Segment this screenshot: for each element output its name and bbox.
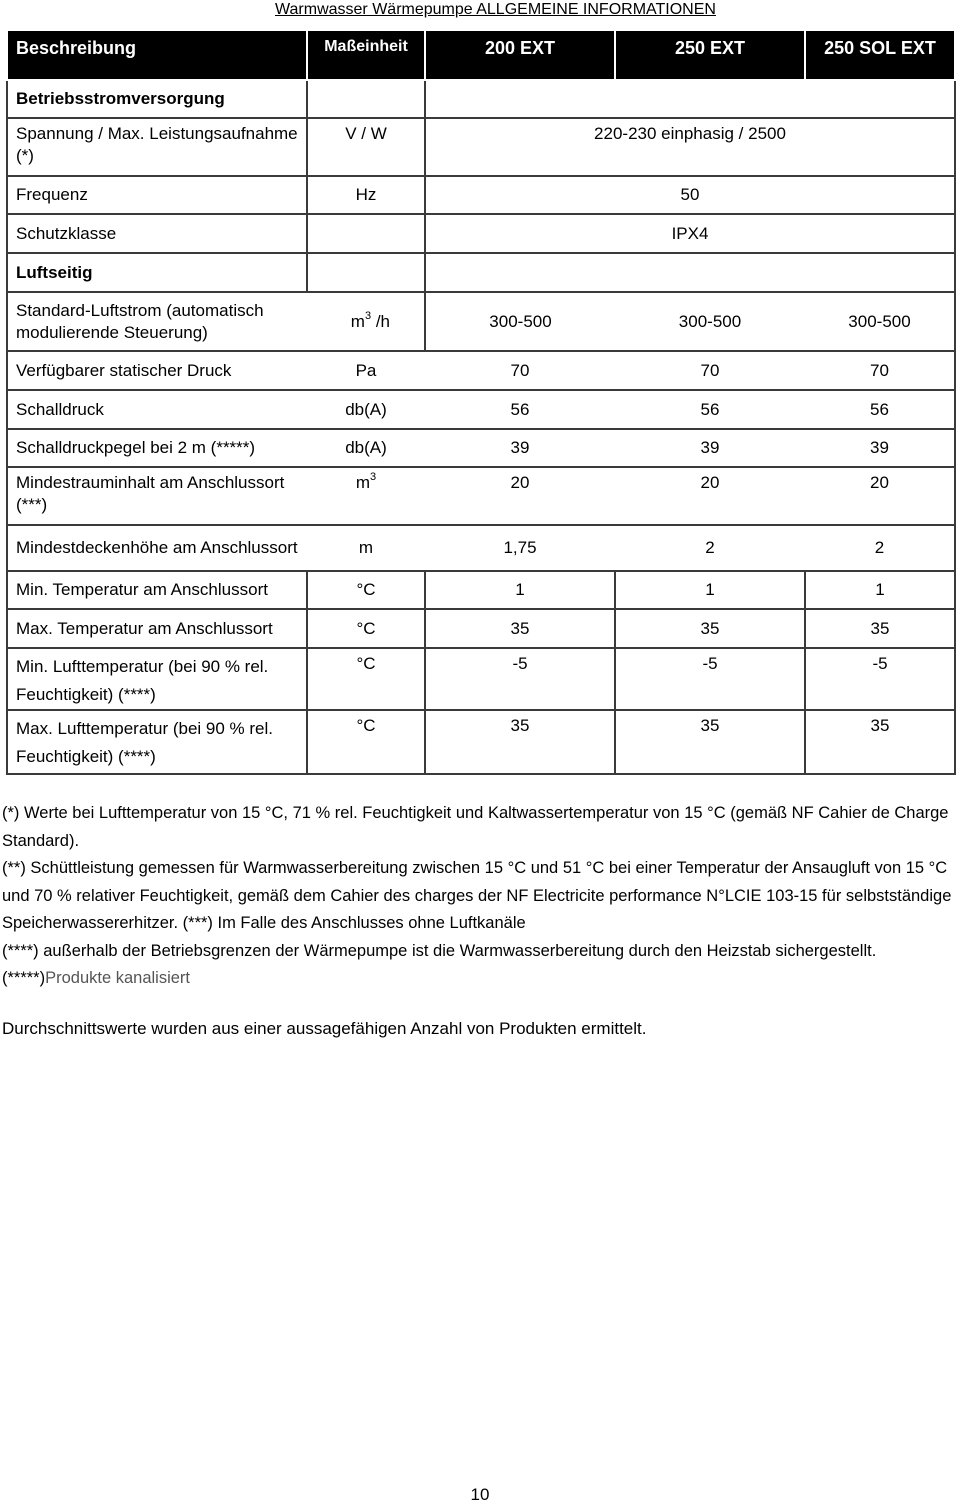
row-label: Standard-Luftstrom (automatisch modulierende Steuerung) bbox=[7, 292, 307, 351]
row-unit: V / W bbox=[307, 118, 425, 176]
table-row-frequency bbox=[7, 176, 955, 214]
table-row-ceiling bbox=[7, 525, 955, 571]
row-value-model-3: 1 bbox=[805, 571, 955, 609]
row-value-model-1: 35 bbox=[425, 609, 615, 648]
table-row-sound bbox=[7, 390, 955, 429]
row-value-model-3: 2 bbox=[805, 525, 955, 571]
table-row-voltage bbox=[7, 118, 955, 176]
row-value-shared: 50 bbox=[425, 176, 955, 214]
table-row-pressure bbox=[7, 351, 955, 390]
table-row-max-air bbox=[7, 710, 955, 774]
row-label: Mindestdeckenhöhe am Anschlussort bbox=[7, 525, 307, 571]
row-value-shared: 220-230 einphasig / 2500 bbox=[425, 118, 955, 176]
column-header-unit: Maßeinheit bbox=[307, 30, 425, 80]
row-unit: °C bbox=[307, 648, 425, 710]
row-label: Frequenz bbox=[7, 176, 307, 214]
row-value-model-3: 70 bbox=[805, 351, 955, 390]
average-values-note: Durchschnittswerte wurden aus einer aussagefähigen Anzahl von Produkten ermittelt. bbox=[2, 1019, 647, 1038]
row-unit bbox=[307, 214, 425, 253]
row-value-model-1: 39 bbox=[425, 429, 615, 467]
row-value-model-2: 20 bbox=[615, 467, 805, 525]
row-value-model-3: 39 bbox=[805, 429, 955, 467]
row-label: Spannung / Max. Leistungsaufnahme (*) bbox=[7, 118, 307, 176]
row-unit: °C bbox=[307, 571, 425, 609]
row-value-model-3: 35 bbox=[805, 609, 955, 648]
table-row-airflow bbox=[7, 292, 955, 351]
footnote-1: (*) Werte bei Lufttemperatur von 15 °C, 71 % rel. Feuchtigkeit und Kaltwassertemperatur von 15 °C (gemäß NF Cahier de Charge Standard). bbox=[2, 804, 949, 850]
column-header-model-1: 200 EXT bbox=[425, 30, 615, 80]
table-row-min-temp bbox=[7, 571, 955, 609]
section-title-air: Luftseitig bbox=[7, 253, 307, 292]
table-header-row bbox=[7, 30, 955, 80]
table-row-protection bbox=[7, 214, 955, 253]
row-label: Min. Temperatur am Anschlussort bbox=[7, 571, 307, 609]
table-row-max-temp bbox=[7, 609, 955, 648]
row-value-model-1: -5 bbox=[425, 648, 615, 710]
column-header-model-3: 250 SOL EXT bbox=[805, 30, 955, 80]
row-label: Min. Lufttemperatur (bei 90 % rel. Feuchtigkeit) (****) bbox=[7, 648, 307, 710]
row-value-model-1: 70 bbox=[425, 351, 615, 390]
row-value-model-2: 1 bbox=[615, 571, 805, 609]
page-header: Warmwasser Wärmepumpe ALLGEMEINE INFORMATIONEN bbox=[275, 1, 716, 18]
row-label: Schalldruckpegel bei 2 m (*****) bbox=[7, 429, 307, 467]
row-value-model-1: 1,75 bbox=[425, 525, 615, 571]
row-unit: $m^3$ /h bbox=[307, 292, 425, 351]
row-label: Schalldruck bbox=[7, 390, 307, 429]
row-value-model-3: 20 bbox=[805, 467, 955, 525]
row-label: Mindestrauminhalt am Anschlussort (***) bbox=[7, 467, 307, 525]
section-title-power: Betriebsstromversorgung bbox=[7, 80, 307, 118]
row-label: Max. Lufttemperatur (bei 90 % rel. Feuchtigkeit) (****) bbox=[7, 710, 307, 774]
row-label: Verfügbarer statischer Druck bbox=[7, 351, 307, 390]
row-value-model-1: 300-500 bbox=[425, 292, 615, 351]
row-unit: $m^3$ bbox=[307, 467, 425, 525]
footnotes bbox=[2, 800, 958, 993]
row-value-model-2: 56 bbox=[615, 390, 805, 429]
row-label: Max. Temperatur am Anschlussort bbox=[7, 609, 307, 648]
row-value-model-1: 35 bbox=[425, 710, 615, 774]
row-value-model-1: 1 bbox=[425, 571, 615, 609]
table-row-sound-level bbox=[7, 429, 955, 467]
row-unit: m bbox=[307, 525, 425, 571]
row-value-model-2: 70 bbox=[615, 351, 805, 390]
section-row-power bbox=[7, 80, 955, 118]
row-value-model-1: 56 bbox=[425, 390, 615, 429]
column-header-description: Beschreibung bbox=[7, 30, 307, 80]
row-value-model-2: 300-500 bbox=[615, 292, 805, 351]
footnote-2: (**) Schüttleistung gemessen für Warmwasserbereitung zwischen 15 °C und 51 °C bei einer Temperatur der Ansaugluft von 15 °C und 70 % relativer Feuchtigkeit, gemäß dem Cahier des charges der NF Electricite performance N°LCIE 103-15 für selbstständige Speicherwassererhitzer. (***) Im Falle des Anschlusses ohne Luftkanäle bbox=[2, 859, 952, 932]
row-value-model-3: -5 bbox=[805, 648, 955, 710]
section-row-air bbox=[7, 253, 955, 292]
specifications-table bbox=[6, 29, 956, 775]
table-row-room-volume bbox=[7, 467, 955, 525]
row-value-model-2: 39 bbox=[615, 429, 805, 467]
row-value-model-2: 35 bbox=[615, 609, 805, 648]
footnote-5: (*****)Produkte kanalisiert bbox=[2, 969, 191, 987]
column-header-model-2: 250 EXT bbox=[615, 30, 805, 80]
row-value-model-3: 35 bbox=[805, 710, 955, 774]
row-unit: Pa bbox=[307, 351, 425, 390]
row-value-shared: IPX4 bbox=[425, 214, 955, 253]
row-unit: Hz bbox=[307, 176, 425, 214]
page-number: 10 bbox=[470, 1485, 490, 1504]
row-value-model-3: 56 bbox=[805, 390, 955, 429]
row-value-model-2: -5 bbox=[615, 648, 805, 710]
row-unit: °C bbox=[307, 609, 425, 648]
footnote-4: (****) außerhalb der Betriebsgrenzen der Wärmepumpe ist die Warmwasserbereitung durch den Heizstab sichergestellt. bbox=[2, 941, 877, 960]
row-label: Schutzklasse bbox=[7, 214, 307, 253]
row-value-model-3: 300-500 bbox=[805, 292, 955, 351]
row-unit: db(A) bbox=[307, 390, 425, 429]
row-value-model-2: 2 bbox=[615, 525, 805, 571]
row-unit: db(A) bbox=[307, 429, 425, 467]
row-unit: °C bbox=[307, 710, 425, 774]
row-value-model-1: 20 bbox=[425, 467, 615, 525]
row-value-model-2: 35 bbox=[615, 710, 805, 774]
table-row-min-air bbox=[7, 648, 955, 710]
